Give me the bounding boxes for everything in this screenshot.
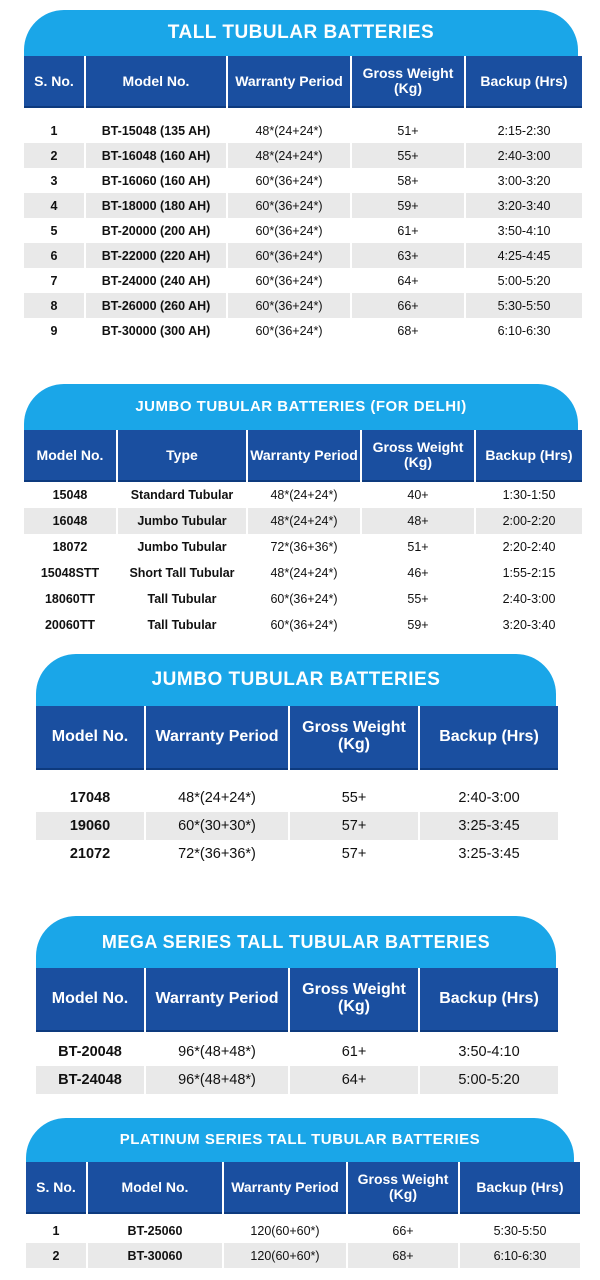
cell: 60*(36+24*) [228, 193, 350, 218]
cell: 19060 [36, 812, 144, 840]
cell: 4 [24, 193, 84, 218]
cell: 60*(36+24*) [255, 173, 323, 188]
cell: 55+ [352, 143, 464, 168]
cell: 60*(36+24*) [228, 243, 350, 268]
jumbo-delhi-table [22, 430, 584, 638]
cell: 6:10-6:30 [460, 1243, 580, 1268]
cell: 46+ [407, 566, 429, 580]
cell: 6:10-6:30 [497, 323, 551, 338]
cell: 17048 [69, 790, 111, 806]
table-row [24, 193, 582, 218]
table-row [24, 293, 582, 318]
cell: 6 [24, 243, 84, 268]
cell: 72*(36+36*) [270, 540, 338, 554]
cell: 16048 [24, 508, 116, 534]
table-row [36, 1066, 558, 1094]
header-warranty: Warranty Period [228, 56, 350, 108]
cell: 64+ [397, 273, 419, 288]
cell: BT-20048 [58, 1044, 122, 1060]
cell: 60*(36+24*) [255, 323, 323, 338]
header-backup: Backup (Hrs) [460, 1162, 580, 1214]
cell: BT-24048 [36, 1066, 144, 1094]
table-row [24, 218, 582, 243]
section-title: MEGA SERIES TALL TUBULAR BATTERIES [36, 916, 556, 968]
cell: 1:30-1:50 [502, 488, 556, 502]
header-model-no: Model No. [24, 430, 116, 482]
cell: 68+ [348, 1243, 458, 1268]
cell: 66+ [392, 1223, 414, 1238]
cell: 3:20-3:40 [466, 193, 582, 218]
cell: 48*(24+24*) [248, 508, 360, 534]
cell: 66+ [352, 293, 464, 318]
table-row [24, 318, 582, 343]
cell: 3:00-3:20 [497, 173, 551, 188]
cell: 60*(36+24*) [270, 618, 338, 632]
cell: 48*(24+24*) [178, 790, 256, 806]
header-warranty: Warranty Period [146, 706, 288, 770]
table-row [24, 560, 582, 586]
cell: 64+ [290, 1066, 418, 1094]
cell: 51+ [407, 540, 429, 554]
cell: 2:40-3:00 [502, 592, 556, 606]
table-row [24, 143, 582, 168]
table-row [24, 268, 582, 293]
cell: 5:30-5:50 [493, 1223, 547, 1238]
cell: BT-18000 (180 AH) [86, 193, 226, 218]
cell: 60*(36+24*) [255, 223, 323, 238]
table-row [24, 168, 582, 193]
cell: 60*(36+24*) [270, 592, 338, 606]
cell: 5 [50, 223, 58, 238]
cell: 2:15-2:30 [497, 123, 551, 138]
cell: BT-25060 [127, 1223, 183, 1238]
section-title: TALL TUBULAR BATTERIES [24, 10, 578, 56]
cell: 58+ [397, 173, 419, 188]
table-row [36, 1038, 558, 1066]
cell: 3:20-3:40 [502, 618, 556, 632]
cell: 15048 [52, 488, 88, 502]
table-row [24, 243, 582, 268]
cell: 57+ [290, 812, 418, 840]
header-type: Type [118, 430, 246, 482]
cell: 72*(36+36*) [178, 846, 256, 862]
cell: 4:25-4:45 [466, 243, 582, 268]
cell: BT-30000 (300 AH) [101, 323, 211, 338]
cell: 48*(24+24*) [255, 123, 323, 138]
table-row [24, 118, 582, 143]
cell: 3:50-4:10 [497, 223, 551, 238]
cell: Jumbo Tubular [118, 508, 246, 534]
cell: 3:50-4:10 [458, 1044, 520, 1060]
cell: 57+ [341, 846, 367, 862]
header-backup: Backup (Hrs) [420, 968, 558, 1032]
table-row [36, 840, 558, 868]
cell: 120(60+60*) [250, 1223, 320, 1238]
cell: 96*(48+48*) [178, 1044, 256, 1060]
cell: 3:25-3:45 [458, 846, 520, 862]
table-row [26, 1243, 580, 1268]
cell: 18072 [52, 540, 88, 554]
cell: BT-22000 (220 AH) [86, 243, 226, 268]
cell: 18060TT [44, 592, 96, 606]
cell: 3:25-3:45 [420, 812, 558, 840]
cell: 61+ [397, 223, 419, 238]
cell: 8 [24, 293, 84, 318]
cell: 60*(36+24*) [255, 273, 323, 288]
cell: 61+ [341, 1044, 367, 1060]
cell: 5:00-5:20 [420, 1066, 558, 1094]
table-row [36, 784, 558, 812]
cell: 59+ [352, 193, 464, 218]
cell: 96*(48+48*) [146, 1066, 288, 1094]
cell: 2:00-2:20 [476, 508, 582, 534]
cell: 55+ [407, 592, 429, 606]
cell: 48+ [362, 508, 474, 534]
table-row [24, 508, 582, 534]
table-row [24, 482, 582, 508]
jumbo-table [34, 706, 560, 868]
platinum-table [24, 1162, 582, 1268]
cell: Tall Tubular [147, 592, 217, 606]
cell: 2:20-2:40 [502, 540, 556, 554]
tall-tubular-table [22, 56, 584, 343]
cell: BT-24000 (240 AH) [101, 273, 211, 288]
header-model-no: Model No. [86, 56, 226, 108]
header-backup: Backup (Hrs) [476, 430, 582, 482]
cell: 2:40-3:00 [466, 143, 582, 168]
cell: 3 [50, 173, 58, 188]
header-s-no: S. No. [26, 1162, 86, 1214]
cell: 63+ [352, 243, 464, 268]
cell: 7 [50, 273, 58, 288]
cell: 20060TT [44, 618, 96, 632]
cell: 120(60+60*) [224, 1243, 346, 1268]
cell: 40+ [407, 488, 429, 502]
cell: Tall Tubular [147, 618, 217, 632]
header-backup: Backup (Hrs) [466, 56, 582, 108]
header-backup: Backup (Hrs) [420, 706, 558, 770]
header-model-no: Model No. [88, 1162, 222, 1214]
cell: 51+ [397, 123, 419, 138]
cell: 48*(24+24*) [270, 566, 338, 580]
header-s-no: S. No. [24, 56, 84, 108]
table-row [36, 812, 558, 840]
section-title: PLATINUM SERIES TALL TUBULAR BATTERIES [26, 1118, 574, 1162]
cell: 15048STT [40, 566, 100, 580]
header-model-no: Model No. [36, 706, 144, 770]
header-gross-weight: Gross Weight (Kg) [290, 968, 418, 1032]
cell: BT-15048 (135 AH) [101, 123, 211, 138]
cell: 68+ [397, 323, 419, 338]
cell: Standard Tubular [130, 488, 234, 502]
cell: 48*(24+24*) [270, 488, 338, 502]
cell: Short Tall Tubular [129, 566, 235, 580]
cell: 59+ [407, 618, 429, 632]
cell: 9 [50, 323, 58, 338]
table-row [24, 612, 582, 638]
cell: 2:40-3:00 [458, 790, 520, 806]
cell: 2 [24, 143, 84, 168]
cell: 5:00-5:20 [497, 273, 551, 288]
cell: BT-20000 (200 AH) [101, 223, 211, 238]
cell: 60*(30+30*) [146, 812, 288, 840]
cell: 1 [50, 123, 58, 138]
header-warranty: Warranty Period [248, 430, 360, 482]
header-warranty: Warranty Period [146, 968, 288, 1032]
cell: 48*(24+24*) [228, 143, 350, 168]
header-gross-weight: Gross Weight (Kg) [348, 1162, 458, 1214]
section-title: JUMBO TUBULAR BATTERIES [36, 654, 556, 706]
header-gross-weight: Gross Weight (Kg) [362, 430, 474, 482]
cell: 1 [52, 1223, 60, 1238]
header-warranty: Warranty Period [224, 1162, 346, 1214]
section-title: JUMBO TUBULAR BATTERIES (FOR DELHI) [24, 384, 578, 430]
table-row [24, 586, 582, 612]
cell: BT-26000 (260 AH) [86, 293, 226, 318]
cell: 5:30-5:50 [466, 293, 582, 318]
cell: 1:55-2:15 [502, 566, 556, 580]
cell: 21072 [69, 846, 111, 862]
header-model-no: Model No. [36, 968, 144, 1032]
cell: 55+ [341, 790, 367, 806]
table-row [24, 534, 582, 560]
cell: 60*(36+24*) [228, 293, 350, 318]
header-gross-weight: Gross Weight (Kg) [352, 56, 464, 108]
header-gross-weight: Gross Weight (Kg) [290, 706, 418, 770]
cell: BT-16048 (160 AH) [86, 143, 226, 168]
cell: Jumbo Tubular [137, 540, 227, 554]
cell: BT-16060 (160 AH) [101, 173, 211, 188]
mega-table [34, 968, 560, 1094]
cell: BT-30060 [88, 1243, 222, 1268]
table-row [26, 1218, 580, 1243]
cell: 2 [26, 1243, 86, 1268]
